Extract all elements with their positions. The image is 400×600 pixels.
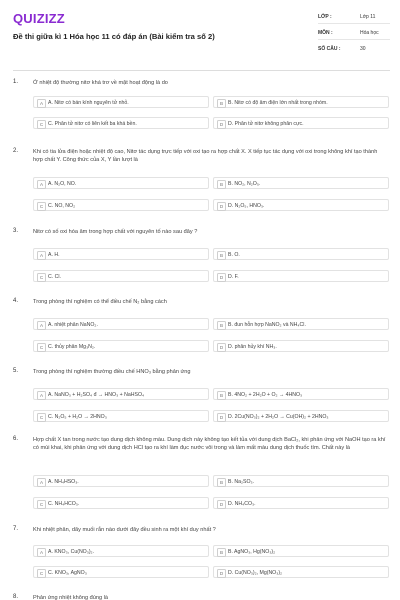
option-c[interactable] [33,117,209,129]
option-text: C. NO, NO₂ [48,202,76,209]
option-a[interactable] [33,475,209,487]
option-b[interactable] [213,248,389,260]
option-letter: D [217,120,226,129]
option-b[interactable] [213,96,389,108]
option-text: D. NH₄CO₃. [228,500,256,507]
option-text: C. NH₄HCO₃. [48,500,80,507]
option-text: D. F. [228,273,239,280]
option-b[interactable] [213,475,389,487]
option-text: B. Na₂SO₃. [228,478,255,485]
divider [318,23,390,24]
option-letter: C [37,569,46,578]
option-letter: A [37,391,46,400]
option-letter: C [37,413,46,422]
question-number: 1. [13,79,19,85]
option-letter: C [37,202,46,211]
option-letter: D [217,343,226,352]
option-letter: D [217,273,226,282]
option-c[interactable] [33,340,209,352]
option-d[interactable] [213,117,389,129]
option-text: C. Phân tử nitơ có liên kết ba khá bền. [48,120,137,127]
question-number: 4. [13,298,19,304]
option-text: B. 4NO₂ + 2H₂O + O₂ → 4HNO₃ [228,391,303,398]
question-text: Phản ứng nhiệt không đúng là [33,595,108,600]
worksheet-header [0,0,400,72]
option-letter: D [217,569,226,578]
option-letter: A [37,478,46,487]
question-number: 2. [13,148,19,154]
option-a[interactable] [33,177,209,189]
question-text: Trong phòng thí nghiệm thường điều chế HNO₃ bằng phản ứng [33,369,191,375]
option-d[interactable] [213,410,389,422]
option-a[interactable] [33,96,209,108]
option-letter: B [217,478,226,487]
option-d[interactable] [213,497,389,509]
option-a[interactable] [33,248,209,260]
option-text: B. AgNO₃, Hg(NO₃)₂ [228,548,276,555]
meta-grade-value: Lớp 11 [360,14,376,20]
option-text: B. Nitơ có độ âm điện lớn nhất trong nhóm. [228,99,328,106]
option-text: B. NO₂, N₂O₅. [228,180,261,187]
option-b[interactable] [213,177,389,189]
meta-grade-label: LỚP : [318,14,332,20]
option-c[interactable] [33,566,209,578]
question-number: 8. [13,594,19,600]
option-b[interactable] [213,388,389,400]
option-text: D. Phân tử nitơ không phân cực. [228,120,304,127]
option-letter: B [217,251,226,260]
meta-subject [318,30,390,40]
option-letter: B [217,391,226,400]
option-b[interactable] [213,318,389,330]
option-d[interactable] [213,199,389,211]
option-letter: C [37,120,46,129]
option-letter: C [37,500,46,509]
option-letter: B [217,321,226,330]
option-c[interactable] [33,270,209,282]
question-text: Ở nhiệt độ thường nitơ khá trơ về mặt hoạt động là do [33,80,168,86]
question-number: 7. [13,526,19,532]
option-a[interactable] [33,545,209,557]
document-title: Đề thi giữa kì 1 Hóa học 11 có đáp án (Bài kiểm tra số 2) [13,32,215,41]
option-letter: B [217,99,226,108]
option-text: B. đun hỗn hợp NaNO₂ và NH₄Cl. [228,321,306,328]
option-d[interactable] [213,566,389,578]
question-text: Khi nhiệt phân, dãy muối rắn nào dưới đây đều sinh ra một khí duy nhất ? [33,527,216,533]
option-letter: D [217,202,226,211]
quizizz-logo: QUIZIZZ [13,11,65,26]
option-letter: B [217,548,226,557]
option-a[interactable] [33,318,209,330]
option-text: B. O. [228,251,240,258]
meta-subject-label: MÔN : [318,30,333,36]
option-text: A. Nitơ có bán kính nguyên tử nhỏ. [48,99,129,106]
option-letter: D [217,500,226,509]
option-text: C. N₂O₅ + H₂O → 2HNO₃ [48,413,107,420]
meta-grade [318,14,390,24]
meta-subject-value: Hóa học [360,30,379,36]
option-letter: A [37,251,46,260]
option-text: D. phân hủy khí NH₃. [228,343,277,350]
option-letter: A [37,99,46,108]
question-number: 5. [13,368,19,374]
option-letter: D [217,413,226,422]
option-b[interactable] [213,545,389,557]
option-letter: A [37,180,46,189]
option-c[interactable] [33,199,209,211]
meta-count-value: 30 [360,46,366,52]
header-divider [13,70,390,71]
question-text: Hợp chất X tan trong nước tạo dung dịch không màu. Dung dịch này không tạo kết tủa với dung dịch BaCl₂, khi phản ứng với NaOH tạo ra khí có mùi khai, khi phản ứng với dung dịch HCl tạo ra khí làm đục nước vôi trong và làm mất màu dung dịch thuốc tím. Chất này là [33,437,386,452]
option-letter: A [37,321,46,330]
question-number: 3. [13,228,19,234]
question-number: 6. [13,436,19,442]
option-text: A. NaNO₃ + H₂SO₄ đ → HNO₃ + NaHSO₄ [48,391,145,398]
option-text: D. 2Cu(NO₃)₂ + 2H₂O → Cu(OH)₂ + 2HNO₃ [228,413,329,420]
option-c[interactable] [33,410,209,422]
option-a[interactable] [33,388,209,400]
divider [318,39,390,40]
option-text: A. N₂O, NO. [48,180,77,187]
meta-count-label: SỐ CÂU : [318,46,341,52]
option-text: C. thủy phân Mg₃N₂. [48,343,96,350]
option-text: C. Cl. [48,273,61,280]
option-letter: B [217,180,226,189]
option-d[interactable] [213,270,389,282]
option-text: A. nhiệt phân NaNO₂. [48,321,98,328]
option-text: D. N₂O₅, HNO₃. [228,202,265,209]
question-text: Trong phòng thí nghiệm có thể điều chế N₂ bằng cách [33,299,167,305]
option-letter: C [37,343,46,352]
option-text: D. Cu(NO₃)₂, Mg(NO₃)₂ [228,569,283,576]
question-text: Khi có tia lửa điện hoặc nhiệt độ cao, Nitơ tác dụng trực tiếp với oxi tạo ra hợp chất X. X tiếp tục tác dụng với oxi trong không khí tạo thành hợp chất Y. Công thức của X, Y lần lượt là [33,149,378,164]
question-text: Nitơ có số oxi hóa âm trong hợp chất với nguyên tố nào sau đây ? [33,229,198,235]
meta-question-count [318,46,390,56]
option-text: A. H. [48,251,60,258]
option-text: C. KNO₃, AgNO₃ [48,569,87,576]
option-letter: C [37,273,46,282]
option-c[interactable] [33,497,209,509]
option-text: A. KNO₃, Cu(NO₃)₂. [48,548,95,555]
option-d[interactable] [213,340,389,352]
option-text: A. NH₄HSO₃. [48,478,79,485]
option-letter: A [37,548,46,557]
